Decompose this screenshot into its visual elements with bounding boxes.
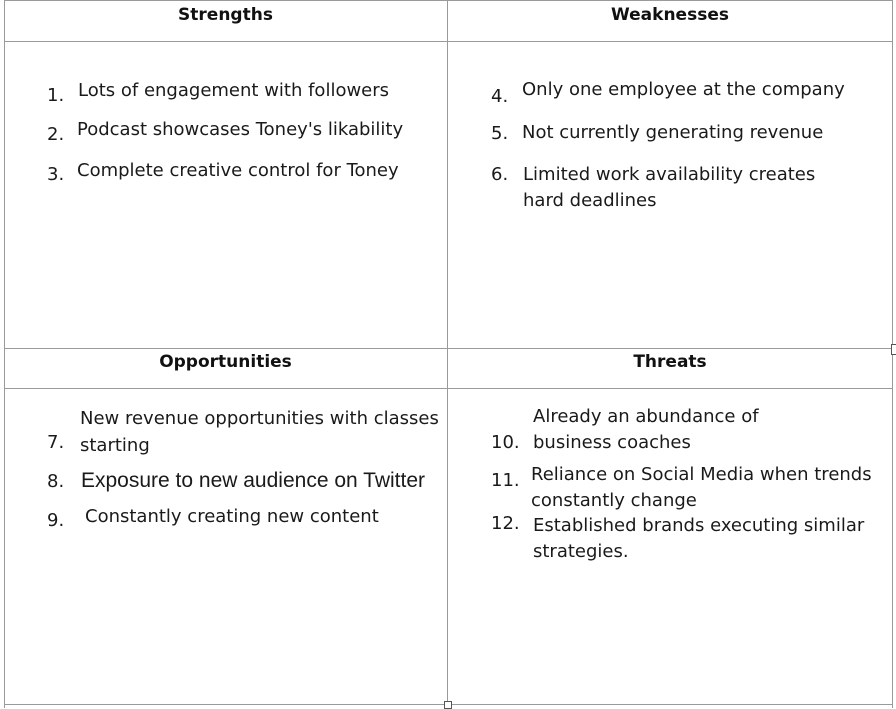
opportunity-7-number: 7. — [47, 432, 65, 453]
table-border-top — [4, 0, 893, 1]
weakness-4-text: Only one employee at the company — [522, 79, 845, 100]
threat-11-text-line2: constantly change — [531, 490, 697, 511]
opportunities-header: Opportunities — [159, 352, 292, 372]
header-row-divider-bottom — [4, 388, 893, 389]
opportunity-7-text-line1: New revenue opportunities with classes — [80, 408, 439, 429]
opportunity-8-text: Exposure to new audience on Twitter — [81, 469, 425, 492]
strength-1-number: 1. — [47, 85, 65, 106]
weaknesses-header: Weaknesses — [611, 5, 729, 25]
strength-3-number: 3. — [47, 164, 65, 185]
strength-2-number: 2. — [47, 124, 65, 145]
threat-10-number: 10. — [491, 432, 520, 453]
strengths-header: Strengths — [178, 5, 273, 25]
threat-11-text-line1: Reliance on Social Media when trends — [531, 464, 872, 485]
threat-12-text-line2: strategies. — [533, 541, 629, 562]
strength-2-text: Podcast showcases Toney's likability — [77, 119, 404, 140]
section-divider-middle — [4, 348, 893, 349]
weakness-5-text: Not currently generating revenue — [522, 122, 824, 143]
threat-11-number: 11. — [491, 470, 520, 491]
weakness-6-text-line2: hard deadlines — [523, 190, 657, 211]
weakness-6-text-line1: Limited work availability creates — [523, 164, 816, 185]
opportunity-9-number: 9. — [47, 510, 65, 531]
strength-1-text: Lots of engagement with followers — [78, 80, 390, 101]
threat-10-text-line2: business coaches — [533, 432, 691, 453]
strength-3-text: Complete creative control for Toney — [77, 160, 399, 181]
threats-header: Threats — [633, 352, 707, 372]
weakness-5-number: 5. — [491, 123, 509, 144]
table-resize-handle-right[interactable] — [891, 344, 896, 355]
weakness-6-number: 6. — [491, 164, 509, 185]
threat-12-number: 12. — [491, 513, 520, 534]
opportunity-7-text-line2: starting — [80, 435, 150, 456]
threat-12-text-line1: Established brands executing similar — [533, 515, 865, 536]
opportunity-8-number: 8. — [47, 471, 65, 492]
header-row-divider-top — [4, 41, 893, 42]
opportunity-9-text: Constantly creating new content — [85, 506, 379, 527]
threat-10-text-line1: Already an abundance of — [533, 406, 759, 427]
weakness-4-number: 4. — [491, 86, 509, 107]
